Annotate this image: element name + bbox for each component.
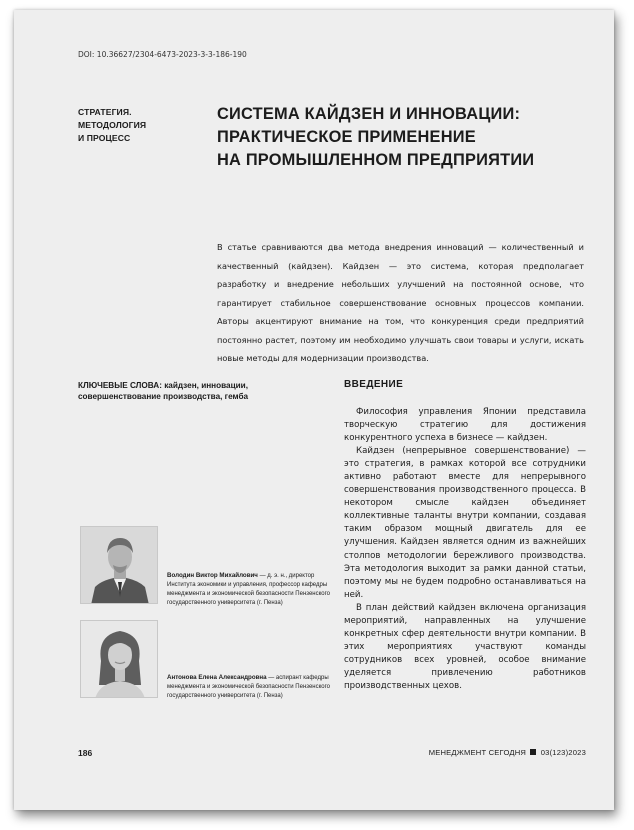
doi-line: DOI: 10.36627/2304-6473-2023-3-3-186-190 — [78, 50, 247, 59]
journal-name: МЕНЕДЖМЕНТ СЕГОДНЯ — [428, 748, 527, 757]
rubric-line: И ПРОЦЕСС — [78, 133, 131, 143]
paragraph: Философия управления Японии представила творческую стратегию для достижения конкурентного успеха в бизнесе — кайдзен. — [344, 407, 586, 444]
section-heading: ВВЕДЕНИЕ — [344, 379, 404, 390]
portrait-female-icon — [81, 621, 158, 698]
body-text — [344, 406, 586, 693]
author-name: Антонова Елена Александровна — [167, 674, 267, 681]
author-name: Володин Виктор Михайлович — [167, 572, 258, 579]
paragraph: Кайдзен (непрерывное совершенствование) — это стратегия, в рамках которой все сотрудники активно работают вместе для непрерывного совершенствования производственного процесса. В некотором смысле кайдзен объединяет коллективные таланты внутри компании, создавая таким образом мощный двигатель для ее улучшения. Кайдзен является одним из важнейших столпов методологии бережливого производства. Эта методология выходит за рамки данной статьи, поэтому мы не будем подробно останавливаться на ней. — [344, 446, 586, 600]
journal-issue: 03(123)2023 — [540, 748, 586, 757]
keywords-label: КЛЮЧЕВЫЕ СЛОВА: — [78, 381, 162, 390]
abstract: В статье сравниваются два метода внедрения инноваций — количественный и качественный (кайдзен). Кайдзен — это система, которая предполагает разработку и внедрение небольших улучшений на постоянной основе, что гарантирует стабильное совершенствование основных процессов компании. Авторы акцентируют внимание на том, что конкуренция среди предприятий постоянно растет, поэтому им необходимо улучшать свои товары и услуги, искать новые методы для модернизации производства. — [217, 242, 584, 363]
journal-footer — [429, 748, 586, 757]
author-info — [167, 571, 339, 608]
page-number: 186 — [78, 748, 93, 758]
article-title — [217, 103, 587, 172]
section-rubric — [78, 106, 146, 145]
author-details: — аспирант кафедры менеджмента и экономической безопасности Пензенского государственного университета (г. Пенза) — [167, 675, 331, 699]
keywords — [78, 380, 332, 402]
author-photo — [80, 620, 158, 698]
keywords-text: кайдзен, инновации, совершенствование производства, гемба — [78, 381, 249, 401]
title-line: ПРАКТИЧЕСКОЕ ПРИМЕНЕНИЕ — [217, 128, 476, 146]
paragraph: В план действий кайдзен включена организация мероприятий, направленных на улучшение конкретных сфер деятельности внутри компании. В этих мероприятиях участвуют команды сотрудников всех уровней, особое внимание уделяется привлечению работников производственных цехов. — [344, 602, 586, 691]
rubric-line: СТРАТЕГИЯ. — [78, 107, 132, 117]
square-separator-icon — [530, 749, 536, 755]
portrait-male-icon — [81, 527, 158, 604]
author-info — [167, 673, 339, 701]
journal-page — [14, 10, 614, 810]
author-photo — [80, 526, 158, 604]
author-details: — д. э. н., директор Института экономики и управления, профессор кафедры менеджмента и экономической безопасности Пензенского государственного университета (г. Пенза) — [167, 573, 331, 606]
rubric-line: МЕТОДОЛОГИЯ — [78, 120, 147, 130]
title-line: НА ПРОМЫШЛЕННОМ ПРЕДПРИЯТИИ — [217, 151, 535, 169]
title-line: СИСТЕМА КАЙДЗЕН И ИННОВАЦИИ: — [217, 105, 521, 123]
